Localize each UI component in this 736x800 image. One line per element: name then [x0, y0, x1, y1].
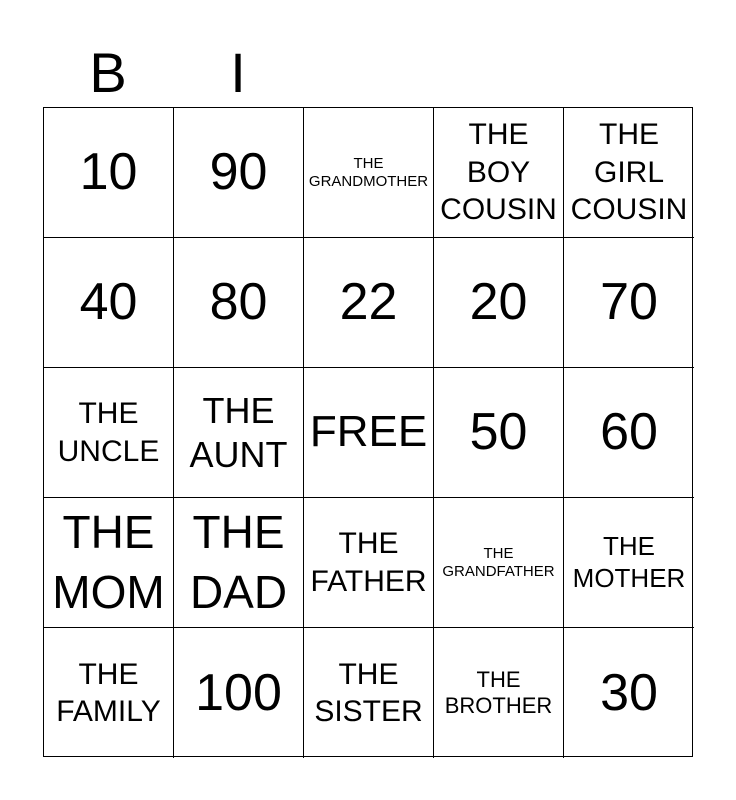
bingo-header	[43, 38, 693, 108]
bingo-cell[interactable]: THE FAMILY	[44, 628, 174, 758]
header-letter-b: B	[89, 41, 127, 104]
header-letter-n	[303, 38, 433, 108]
bingo-cell[interactable]: 70	[564, 238, 694, 368]
bingo-cell[interactable]: 100	[174, 628, 304, 758]
bingo-cell[interactable]: 40	[44, 238, 174, 368]
bingo-cell[interactable]: 50	[434, 368, 564, 498]
header-letter-g	[433, 38, 563, 108]
bingo-cell[interactable]: 20	[434, 238, 564, 368]
bingo-cell[interactable]: THE AUNT	[174, 368, 304, 498]
bingo-cell[interactable]: 60	[564, 368, 694, 498]
bingo-cell[interactable]: THE GRANDMOTHER	[304, 108, 434, 238]
bingo-cell[interactable]: THE GRANDFATHER	[434, 498, 564, 628]
bingo-cell[interactable]: 10	[44, 108, 174, 238]
header-letter-i: I	[230, 41, 246, 104]
header-letter-o	[563, 38, 693, 108]
bingo-cell[interactable]: 30	[600, 663, 658, 722]
bingo-cell[interactable]: THE GIRL COUSIN	[564, 108, 694, 238]
bingo-cell[interactable]: THE FATHER	[304, 498, 434, 628]
bingo-cell[interactable]: THE MOM	[44, 498, 174, 628]
free-space-cell[interactable]: FREE	[304, 368, 434, 498]
bingo-cell[interactable]: THE BOY COUSIN	[434, 108, 564, 238]
bingo-cell[interactable]: THE BROTHER	[434, 628, 564, 758]
bingo-cell[interactable]: 90	[174, 108, 304, 238]
bingo-cell[interactable]: THE SISTER	[304, 628, 434, 758]
bingo-cell[interactable]: 80	[174, 238, 304, 368]
bingo-cell[interactable]: 22	[304, 238, 434, 368]
bingo-cell[interactable]: THE MOTHER	[564, 498, 694, 628]
bingo-cell[interactable]: THE DAD	[174, 498, 304, 628]
bingo-board	[43, 107, 693, 757]
bingo-cell[interactable]: THE UNCLE	[44, 368, 174, 498]
